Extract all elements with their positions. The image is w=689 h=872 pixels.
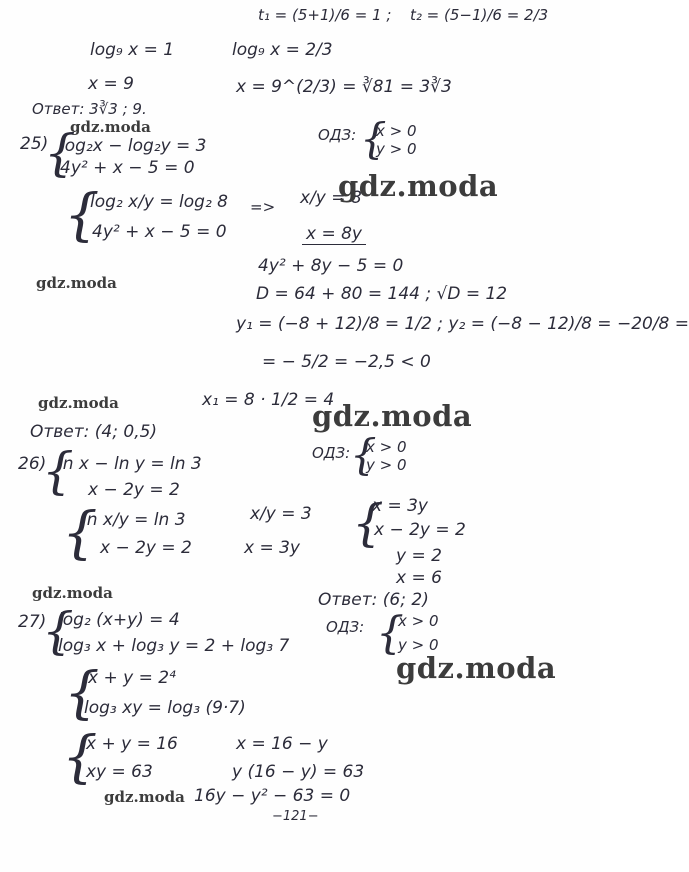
x-equals-3y: x = 3y [244, 538, 300, 558]
y-equals-2: y = 2 [396, 546, 442, 566]
watermark: gdz.moda [338, 169, 499, 203]
t1-line: t₁ = (5+1)/6 = 1 ; [258, 6, 392, 24]
x-over-y-8: x/y = 8 [300, 188, 362, 208]
system-25-eq1: log₂x − log₂y = 3 [60, 136, 207, 156]
problem-27-number: 27) [18, 612, 47, 632]
odz-25-label: ОДЗ: [318, 126, 357, 144]
result-26-eq1: x = 3y [372, 496, 428, 516]
answer-26: Ответ: (6; 2) [318, 590, 429, 610]
system-27-eq2: log₃ x + log₃ y = 2 + log₃ 7 [58, 636, 290, 656]
odz-27-brace: { [376, 608, 404, 659]
t2-line: t₂ = (5−1)/6 = 2/3 [410, 6, 549, 24]
watermark: gdz.moda [32, 584, 113, 602]
system-26-eq2: x − 2y = 2 [88, 480, 180, 500]
x-equals-9: x = 9 [88, 74, 134, 94]
odz-25-y: y > 0 [376, 140, 417, 158]
system-brace: { [62, 501, 98, 566]
system-brace: { [44, 124, 76, 182]
x-equals-cube-root: x = 9^(2/3) = ∛81 = 3∛3 [236, 77, 452, 97]
problem-26-number: 26) [18, 454, 47, 474]
x-equals-6: x = 6 [396, 568, 442, 588]
answer-24: Ответ: 3∛3 ; 9. [32, 100, 147, 118]
watermark: gdz.moda [312, 399, 473, 433]
odz-27-x: x > 0 [398, 612, 439, 630]
system-brace: { [352, 494, 384, 552]
system-27-eq5: x + y = 16 [86, 734, 178, 754]
system-25-eq3: log₂ x/y = log₂ 8 [90, 192, 228, 212]
page-number: −121− [272, 809, 319, 824]
log9-equation: log₉ x = 1 [90, 40, 175, 60]
odz-27-y: y > 0 [398, 636, 439, 654]
system-27-eq3: x + y = 2⁴ [88, 668, 176, 688]
system-brace: { [62, 725, 98, 790]
system-27-eq7: 16y − y² − 63 = 0 [194, 786, 351, 806]
system-27-eq4: log₃ xy = log₃ (9·7) [84, 698, 246, 718]
log9-equation-b: log₉ x = 2/3 [232, 40, 333, 60]
x-equals-16-minus-y: x = 16 − y [236, 734, 328, 754]
watermark: gdz.moda [396, 651, 557, 685]
odz-25-x: x > 0 [376, 122, 417, 140]
watermark: gdz.moda [70, 118, 151, 136]
odz-26-label: ОДЗ: [312, 444, 351, 462]
system-26-eq3: ln x/y = ln 3 [82, 510, 186, 530]
odz-26-x: x > 0 [366, 438, 407, 456]
underline [302, 244, 366, 245]
root-y2-value: = − 5/2 = −2,5 < 0 [262, 352, 431, 372]
result-26-eq2: x − 2y = 2 [374, 520, 466, 540]
x-over-y-3: x/y = 3 [250, 504, 312, 524]
watermark: gdz.moda [38, 394, 119, 412]
system-26-eq1: ln x − ln y = ln 3 [58, 454, 202, 474]
odz-27-label: ОДЗ: [326, 618, 365, 636]
system-27-eq6: xy = 63 [86, 762, 153, 782]
odz-25-brace: { [360, 114, 387, 163]
answer-25: Ответ: (4; 0,5) [30, 422, 158, 442]
discriminant: D = 64 + 80 = 144 ; √D = 12 [256, 284, 508, 304]
system-26-eq4: x − 2y = 2 [100, 538, 192, 558]
system-brace: { [64, 183, 100, 248]
watermark: gdz.moda [104, 788, 185, 806]
x1-value: x₁ = 8 · 1/2 = 4 [202, 390, 335, 410]
x-equals-8y: x = 8y [306, 224, 362, 244]
system-25-eq2: 4y² + x − 5 = 0 [60, 158, 195, 178]
roots-y: y₁ = (−8 + 12)/8 = 1/2 ; y₂ = (−8 − 12)/8 = −20/8 = [236, 314, 689, 334]
system-brace: { [42, 442, 74, 500]
problem-25-number: 25) [20, 134, 49, 154]
odz-26-brace: { [350, 430, 377, 479]
quadratic-equation: 4y² + 8y − 5 = 0 [258, 256, 404, 276]
y-times-16-minus-y: y (16 − y) = 63 [232, 762, 365, 782]
system-brace: { [64, 661, 100, 726]
odz-26-y: y > 0 [366, 456, 407, 474]
system-brace: { [42, 602, 74, 660]
system-27-eq1: log₂ (x+y) = 4 [58, 610, 180, 630]
watermark: gdz.moda [36, 274, 117, 292]
implies-arrow: => [250, 198, 276, 216]
system-25-eq4: 4y² + x − 5 = 0 [92, 222, 227, 242]
